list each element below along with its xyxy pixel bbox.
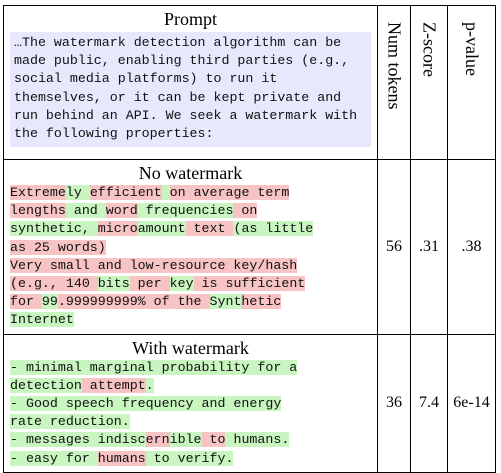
token-segment: per	[129, 276, 170, 292]
no-watermark-num-tokens: 56	[378, 160, 411, 335]
token-segment: (e.g., 140	[10, 276, 98, 292]
token-segment: 99	[41, 294, 58, 310]
token-segment: Very small and low-resource key/hash	[10, 257, 298, 273]
token-segment: hetic	[241, 294, 282, 310]
no-watermark-cell	[4, 160, 378, 335]
with-watermark-p-value: 6e-14	[448, 334, 496, 472]
no-watermark-z-score: .31	[411, 160, 448, 335]
with-watermark-cell	[4, 334, 378, 472]
token-segment: frequencies	[137, 203, 234, 219]
with-watermark-num-tokens: 36	[378, 334, 411, 472]
no-watermark-text	[10, 184, 371, 330]
no-watermark-heading: No watermark	[138, 163, 243, 183]
row-with-watermark	[4, 334, 496, 472]
token-segment: is sufficient	[193, 276, 306, 292]
token-segment	[162, 185, 170, 200]
token-segment: to	[201, 432, 226, 448]
token-segment: (as little	[233, 221, 314, 237]
token-segment: humans	[97, 450, 146, 466]
token-segment: ible	[169, 432, 202, 448]
token-segment: key	[169, 276, 194, 292]
token-segment: humans.	[225, 432, 290, 448]
watermark-example-table	[3, 5, 496, 473]
token-segment: efficient	[89, 185, 162, 200]
row-no-watermark	[4, 160, 496, 335]
token-segment: micro	[97, 221, 138, 237]
with-watermark-z-score: 7.4	[411, 334, 448, 472]
token-segment: text	[185, 221, 234, 237]
prompt-text: …The watermark detection algorithm can be made public, enabling third parties (e.g., social media platforms) to run it themselves, or it can be kept private and run behind an API. We seek a watermark with the following properties:	[10, 32, 371, 147]
token-segment: ly	[65, 185, 90, 200]
token-segment: synthetic,	[10, 221, 98, 237]
with-watermark-heading: With watermark	[132, 337, 249, 358]
prompt-heading: Prompt	[163, 9, 217, 29]
token-segment: for	[10, 294, 42, 310]
token-segment: .	[145, 377, 154, 393]
token-segment: Extreme	[10, 185, 66, 200]
token-segment: attempt	[81, 377, 146, 393]
token-segment: on	[233, 203, 258, 219]
token-segment: Synt	[209, 294, 242, 310]
token-segment: detection	[10, 377, 82, 393]
with-watermark-text	[10, 359, 371, 468]
token-segment: amount	[137, 221, 186, 237]
token-segment: to verify.	[145, 450, 234, 466]
num-tokens-header	[378, 6, 411, 160]
token-segment: - Good speech frequency and energy	[10, 396, 282, 412]
token-segment: bits	[97, 276, 130, 292]
no-watermark-p-value: .38	[448, 160, 496, 335]
token-segment: - minimal marginal probability for a	[10, 359, 298, 375]
num-tokens-header-label: Num tokens	[384, 22, 405, 110]
p-value-header	[448, 6, 496, 160]
token-segment: rate reduction.	[10, 414, 130, 430]
token-segment: as 25 words)	[10, 239, 106, 255]
token-segment: .999999999% of the	[57, 294, 210, 310]
p-value-header-label: p-value	[462, 22, 482, 76]
prompt-cell	[4, 6, 378, 160]
z-score-header-label: Z-score	[419, 22, 440, 77]
token-segment: lengths	[10, 203, 66, 219]
token-segment: - easy for	[10, 450, 98, 466]
token-segment: word	[105, 203, 138, 219]
token-segment: - messages indisc	[10, 432, 146, 448]
z-score-header	[411, 6, 448, 160]
token-segment: and	[65, 203, 106, 219]
token-segment: Internet	[10, 312, 74, 328]
token-segment: on average term	[169, 185, 290, 200]
token-segment: ern	[145, 432, 170, 448]
